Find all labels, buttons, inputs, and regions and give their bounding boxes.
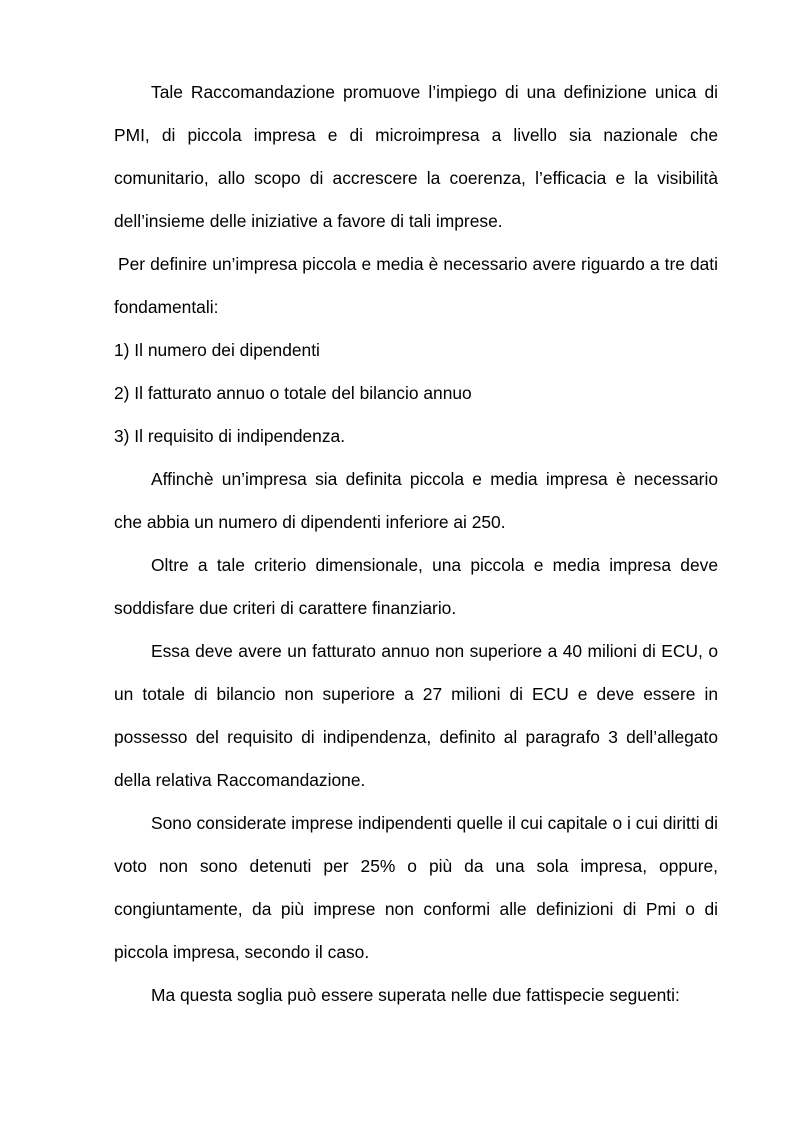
paragraph-raccomandazione: Tale Raccomandazione promuove l’impiego di una definizione unica di PMI, di piccola impresa e di microimpresa a livello sia nazionale che comunitario, allo scopo di accrescere la coerenza, l’efficacia e la visibilità dell’insieme delle iniziative a favore di tali imprese.	[114, 82, 718, 231]
paragraph-numero-dipendenti: Affinchè un’impresa sia definita piccola e media impresa è necessario che abbia un numero di dipendenti inferiore ai 250.	[114, 469, 718, 532]
paragraph-soglia: Ma questa soglia può essere superata nelle due fattispecie seguenti:	[151, 985, 680, 1005]
paragraph-imprese-indipendenti: Sono considerate imprese indipendenti quelle il cui capitale o i cui diritti di voto non sono detenuti per 25% o più da una sola impresa, oppure, congiuntamente, da più imprese non conformi alle definizioni di Pmi o di piccola impresa, secondo il caso.	[114, 813, 718, 962]
list-item-dipendenti: 1) Il numero dei dipendenti	[114, 340, 320, 360]
paragraph-fatturato-bilancio: Essa deve avere un fatturato annuo non superiore a 40 milioni di ECU, o un totale di bilancio non superiore a 27 milioni di ECU e deve essere in possesso del requisito di indipendenza, definito al paragrafo 3 dell’allegato della relativa Raccomandazione.	[114, 641, 718, 790]
document-body	[114, 71, 718, 1017]
paragraph-criteri-finanziari: Oltre a tale criterio dimensionale, una piccola e media impresa deve soddisfare due criteri di carattere finanziario.	[114, 555, 718, 618]
list-item-indipendenza: 3) Il requisito di indipendenza.	[114, 426, 346, 446]
paragraph-definizione-pmi: Per definire un’impresa piccola e media è necessario avere riguardo a tre dati fondamentali:	[114, 254, 718, 317]
list-item-fatturato: 2) Il fatturato annuo o totale del bilancio annuo	[114, 383, 472, 403]
